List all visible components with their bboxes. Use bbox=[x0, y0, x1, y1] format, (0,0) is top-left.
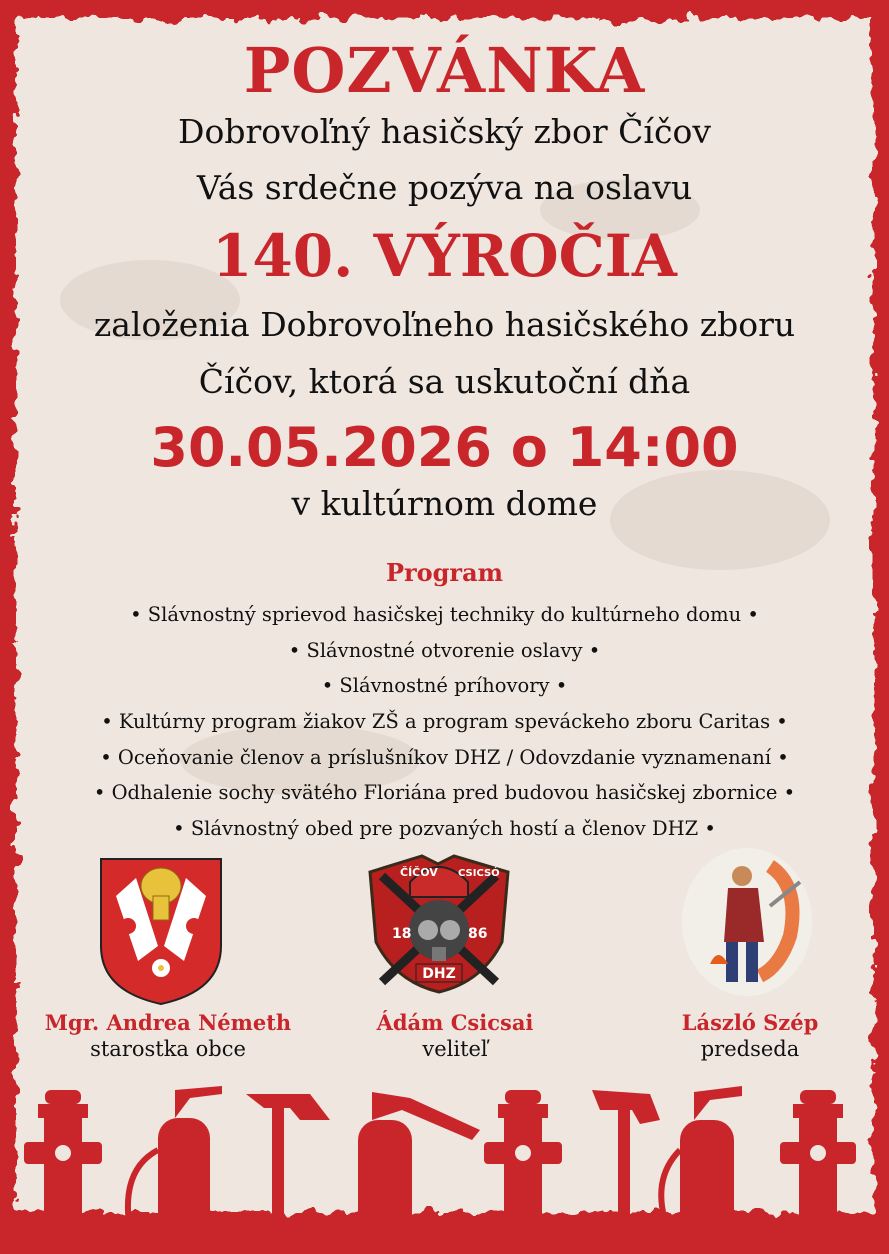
emblem-text-left: ČÍČOV bbox=[400, 866, 438, 879]
emblem-text-right: CSICSÓ bbox=[458, 868, 500, 879]
program-item: • Oceňovanie členov a príslušníkov DHZ / Odovzdanie vyznamenaní • bbox=[100, 745, 789, 769]
person-mayor bbox=[28, 1010, 308, 1061]
hydrant-icon bbox=[484, 1090, 562, 1238]
person-name: László Szép bbox=[681, 1010, 819, 1035]
event-date-time: 30.05.2026 o 14:00 bbox=[150, 416, 739, 479]
person-commander bbox=[315, 1010, 595, 1061]
axe-icon bbox=[246, 1094, 330, 1250]
firefighting-icons-strip bbox=[0, 1080, 889, 1254]
saint-florian-image-icon bbox=[680, 846, 814, 998]
emblem-year-left: 18 bbox=[392, 926, 412, 942]
emblem-badge: DHZ bbox=[422, 966, 456, 982]
program-item: • Slávnostný sprievod hasičskej techniky do kultúrneho domu • bbox=[130, 603, 759, 626]
program-item: • Kultúrny program žiakov ZŠ a program speváckeho zboru Caritas • bbox=[101, 710, 788, 734]
description-line-1: založenia Dobrovoľneho hasičského zboru bbox=[93, 305, 796, 344]
program-list bbox=[0, 597, 889, 847]
axe-icon bbox=[592, 1090, 660, 1250]
invitation-title: POZVÁNKA bbox=[243, 34, 646, 107]
person-chairman bbox=[610, 1010, 889, 1061]
program-item: • Slávnostné príhovory • bbox=[321, 674, 568, 698]
extinguisher-icon bbox=[128, 1086, 222, 1248]
anniversary-heading: 140. VÝROČIA bbox=[212, 222, 677, 290]
person-role: veliteľ bbox=[422, 1037, 488, 1061]
program-item: • Slávnostný obed pre pozvaných hostí a členov DHZ • bbox=[173, 817, 716, 841]
person-role: starostka obce bbox=[90, 1037, 246, 1061]
program-item: • Odhalenie sochy svätého Floriána pred budovou hasičskej zbornice • bbox=[93, 781, 796, 805]
person-role: predseda bbox=[700, 1037, 800, 1061]
hydrant-icon bbox=[780, 1090, 856, 1238]
extinguisher-icon bbox=[661, 1086, 742, 1250]
program-heading: Program bbox=[385, 558, 504, 587]
village-coat-of-arms-icon bbox=[98, 856, 224, 1006]
intro-line-2: Vás srdečne pozýva na oslavu bbox=[196, 168, 693, 207]
dhz-emblem-icon bbox=[362, 852, 516, 994]
person-name: Mgr. Andrea Németh bbox=[44, 1010, 292, 1035]
emblem-year-right: 86 bbox=[468, 926, 488, 942]
venue: v kultúrnom dome bbox=[291, 484, 598, 523]
description-line-2: Číčov, ktorá sa uskutoční dňa bbox=[198, 362, 691, 401]
intro-line-1: Dobrovoľný hasičský zbor Číčov bbox=[178, 112, 711, 151]
program-item: • Slávnostné otvorenie oslavy • bbox=[288, 638, 601, 662]
extinguisher-icon bbox=[358, 1092, 480, 1250]
person-name: Ádám Csicsai bbox=[376, 1010, 534, 1035]
hydrant-icon bbox=[24, 1090, 102, 1238]
